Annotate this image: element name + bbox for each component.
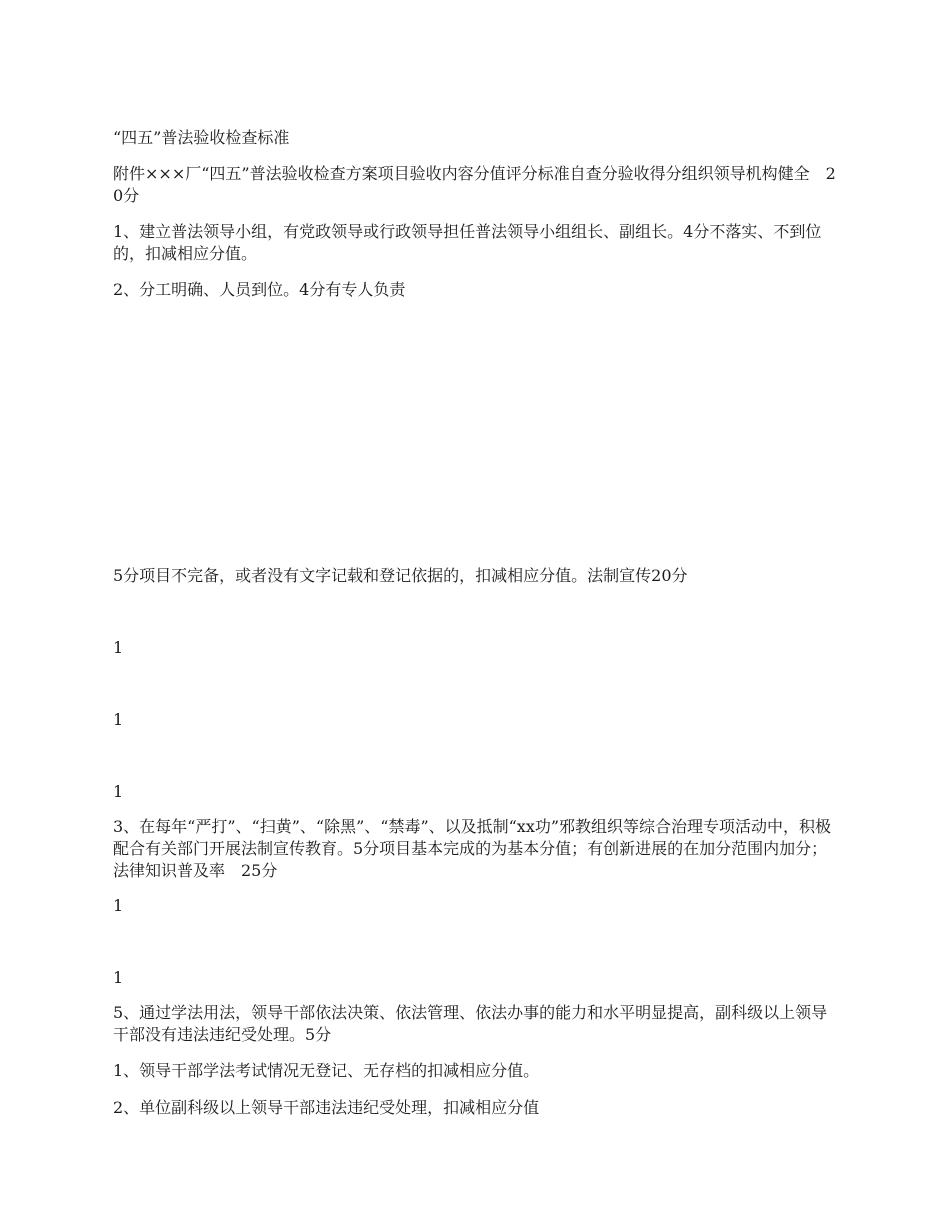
paragraph-item-1-exam-records: 1、领导干部学法考试情况无登记、无存档的扣减相应分值。 — [113, 1061, 540, 1080]
paragraph-number-1c: 1 — [113, 782, 124, 801]
paragraph-item-2-division-of-work: 2、分工明确、人员到位。4分有专人负责 — [113, 280, 406, 299]
paragraph-number-1b: 1 — [113, 710, 124, 729]
paragraph-item-3-special-campaigns: 3、在每年“严打”、“扫黄”、“除黑”、“禁毒”、以及抵制“xx功”邪教组织等综合治理专项活动中，积极配合有关部门开展法制宣传教育。5分项目基本完成的为基本分值；有创新进展的在加分范围内加分；法律知识普及率 25分 — [113, 817, 832, 880]
paragraph-item-1-leadership-group: 1、建立普法领导小组，有党政领导或行政领导担任普法领导小组组长、副组长。4分不落实、不到位的，扣减相应分值。 — [113, 222, 822, 263]
paragraph-number-1d: 1 — [113, 896, 124, 915]
paragraph-item-5-cadre-law-use: 5、通过学法用法，领导干部依法决策、依法管理、依法办事的能力和水平明显提高，副科级以上领导干部没有违法违纪受处理。5分 — [113, 1003, 828, 1044]
paragraph-item-2-violations: 2、单位副科级以上领导干部违法违纪受处理，扣减相应分值 — [113, 1098, 540, 1117]
paragraph-number-1e: 1 — [113, 968, 124, 987]
paragraph-attachment-heading: 附件×××厂“四五”普法验收检查方案项目验收内容分值评分标准自查分验收得分组织领导机构健全 20分 — [113, 164, 836, 205]
paragraph-project-incomplete: 5分项目不完备，或者没有文字记载和登记依据的，扣减相应分值。法制宣传20分 — [113, 566, 688, 585]
document-title: “四五”普法验收检查标准 — [113, 128, 290, 147]
paragraph-number-1a: 1 — [113, 638, 124, 657]
